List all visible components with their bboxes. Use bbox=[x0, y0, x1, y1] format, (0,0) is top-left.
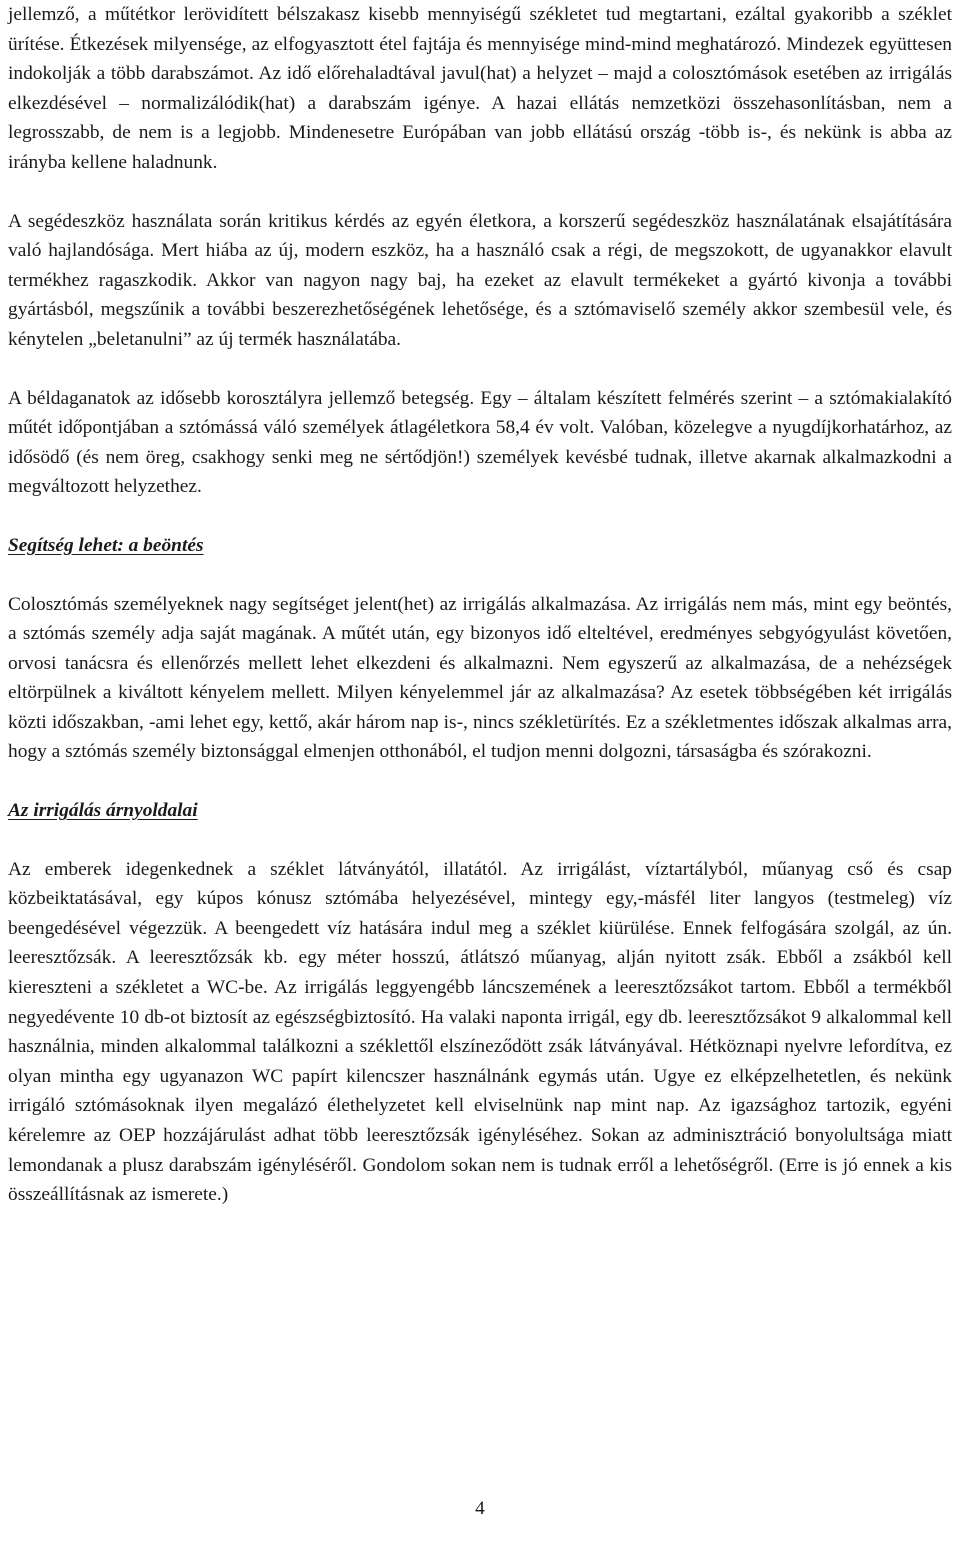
paragraph-irrigation-downsides: Az emberek idegenkednek a széklet látványától, illatától. Az irrigálást, víztartályból, műanyag cső és csap közbeiktatásával, egy kúpos kónusz sztómába helyezésével, mintegy egy,-másfél liter langyos (testmeleg) víz beengedésével végezzük. A beengedett víz hatására indul meg a széklet kiürülése. Ennek felfogására szolgál, az ún. leeresztőzsák. A leeresztőzsák kb. egy méter hosszú, átlátszó műanyag, alján nyitott zsák. Ebből a zsákból kell kiereszteni a székletet a WC-be. Az irrigálás leggyengébb láncszemének a leeresztőzsákot tartom. Ebből a termékből negyedévente 10 db-ot biztosít az egészségbiztosító. Ha valaki naponta irrigál, egy db. leeresztőzsákot 9 alkalommal kell használnia, minden alkalommal találkozni a széklettől elszíneződött zsák látványával. Hétköznapi nyelvre lefordítva, ez olyan mintha egy ugyanazon WC papírt kilencszer használnánk egymás után. Ugye ez elképzelhetetlen, és nekünk irrigáló sztómásoknak ilyen megalázó élethelyzetet kell elviselnünk nap mint nap. Az igazsághoz tartozik, egyéni kérelemre az OEP hozzájárulást adhat több leeresztőzsák igényléséhez. Sokan az adminisztráció bonyolultsága miatt lemondanak a plusz darabszám igényléséről. Gondolom sokan nem is tudnak erről a lehetőségről. (Erre is jó ennek a kis összeállításnak az ismerete.) bbox=[8, 858, 952, 1206]
section-heading-enema: Segítség lehet: a beöntés bbox=[8, 534, 204, 556]
page-number: 4 bbox=[475, 1498, 485, 1519]
spacer bbox=[8, 561, 952, 590]
paragraph-device-usage: A segédeszköz használata során kritikus kérdés az egyén életkora, a korszerű segédeszköz használatának elsajátítására való hajlandósága. Mert hiába az új, modern eszköz, ha a használó csak a régi, de megszokott, de ugyanakkor elavult termékhez ragaszkodik. Akkor van nagyon nagy baj, ha ezeket az elavult termékeket a gyártó kivonja a további gyártásból, megszűnik a további beszerezhetőségének lehetősége, és a sztómaviselő személy akkor szembesül vele, és kénytelen „beletanulni” az új termék használatába. bbox=[8, 210, 952, 350]
paragraph-irrigation-help: Colosztómás személyeknek nagy segítséget jelent(het) az irrigálás alkalmazása. Az irrigálás nem más, mint egy beöntés, a sztómás személy adja saját magának. A műtét után, egy bizonyos idő elteltével, eredményes sebgyógyulást követően, orvosi tanácsra és ellenőrzés mellett lehet elkezdeni és alkalmazni. Nem egyszerű az alkalmazása, de a nehézségek eltörpülnek a kiváltott kényelem mellett. Milyen kényelemmel jár az alkalmazása? Az esetek többségében két irrigálás közti időszakban, -ami lehet egy, kettő, akár három nap is-, nincs székletürítés. Ez a székletmentes időszak alkalmas arra, hogy a sztómás személy biztonsággal elmenjen otthonából, el tudjon menni dolgozni, társaságba és szórakozni. bbox=[8, 593, 952, 763]
section-heading-downsides: Az irrigálás árnyoldalai bbox=[8, 800, 198, 822]
paragraph-stoma-count: jellemző, a műtétkor lerövidített bélszakasz kisebb mennyiségű székletet tud megtartani, ezáltal gyakoribb a széklet ürítése. Étkezések milyensége, az elfogyasztott étel fajtája és mennyisége mind-mind meghatározó. Mindezek együttesen indokolják a több darabszámot. Az idő előrehaladtával javul(hat) a helyzet – majd a colosztómások esetében az irrigálás elkezdésével – normalizálódik(hat) a darabszám igénye. A hazai ellátás nemzetközi összehasonlításban, nem a legrosszabb, de nem is a legjobb. Mindenesetre Európában van jobb ellátású ország -több is-, és nekünk is abba az irányba kellene haladnunk. bbox=[8, 4, 952, 173]
document-page bbox=[8, 0, 952, 1210]
paragraph-age-group: A béldaganatok az idősebb korosztályra jellemző betegség. Egy – általam készített felmérés szerint – a sztómakialakító műtét időpontjában a sztómássá váló személyek átlagéletkora 58,4 év volt. Valóban, közelegve a nyugdíjkorhatárhoz, az idősödő (és nem öreg, csakhogy senki meg ne sértődjön!) személyek kevésbé tudnak, illetve akarnak alkalmazkodni a megváltozott helyzethez. bbox=[8, 387, 952, 498]
spacer bbox=[8, 826, 952, 855]
spacer bbox=[8, 767, 952, 796]
spacer bbox=[8, 178, 952, 207]
spacer bbox=[8, 355, 952, 384]
spacer bbox=[8, 502, 952, 531]
